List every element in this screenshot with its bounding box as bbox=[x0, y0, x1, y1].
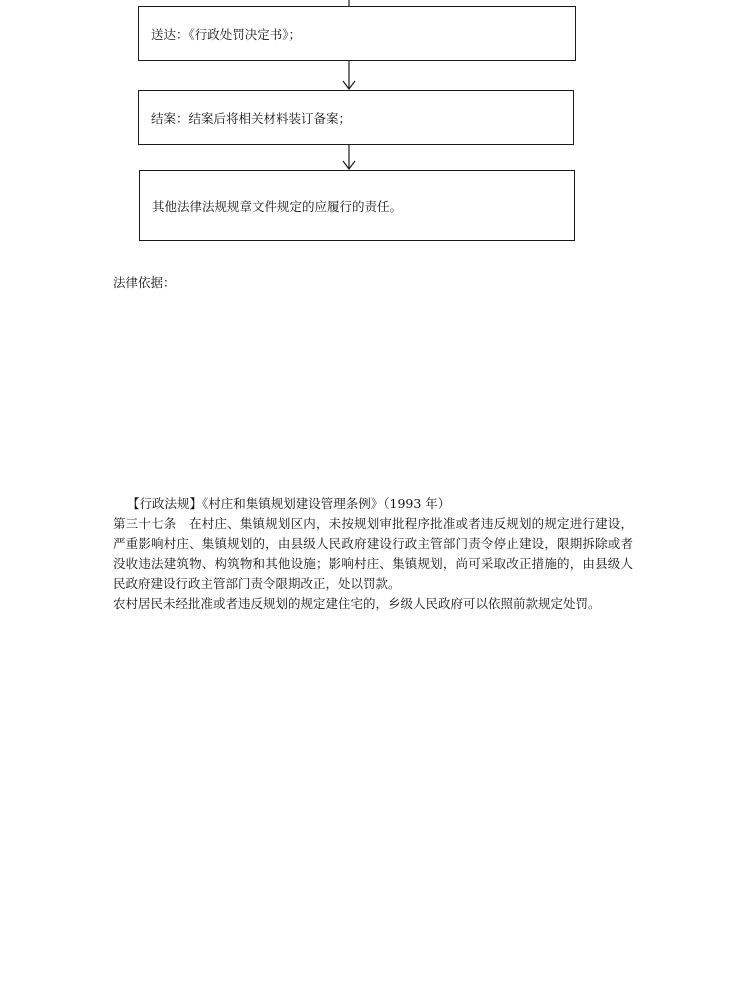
flow-arrow-down-icon bbox=[341, 145, 357, 171]
regulation-body bbox=[113, 514, 633, 614]
legal-basis-heading: 法律依据： bbox=[113, 275, 176, 290]
flow-step-close-case bbox=[138, 90, 574, 145]
flow-arrow-down-icon bbox=[341, 61, 357, 91]
regulation-title: 【行政法规】《村庄和集镇规划建设管理条例》（1993 年） bbox=[127, 496, 451, 511]
flow-step-delivery bbox=[138, 6, 576, 61]
flow-step-label: 送达：《行政处罚决定书》； bbox=[151, 26, 302, 42]
article-37-paragraph: 第三十七条 在村庄、集镇规划区内，未按规划审批程序批准或者违反规划的规定进行建设，严重影响村庄、集镇规划的，由县级人民政府建设行政主管部门责令停止建设，限期拆除或者没收违法建筑物、构筑物和其他设施；影响村庄、集镇规划，尚可采取改正措施的，由县级人民政府建设行政主管部门责令限期改正，处以罚款。 bbox=[113, 516, 633, 591]
article-37-second-paragraph: 农村居民未经批准或者违反规划的规定建住宅的，乡级人民政府可以依照前款规定处罚。 bbox=[113, 596, 601, 611]
flow-step-label: 其他法律法规规章文件规定的应履行的责任。 bbox=[152, 198, 403, 214]
flow-step-other-duties bbox=[139, 170, 575, 241]
flow-step-label: 结案：结案后将相关材料装订备案； bbox=[151, 110, 352, 126]
